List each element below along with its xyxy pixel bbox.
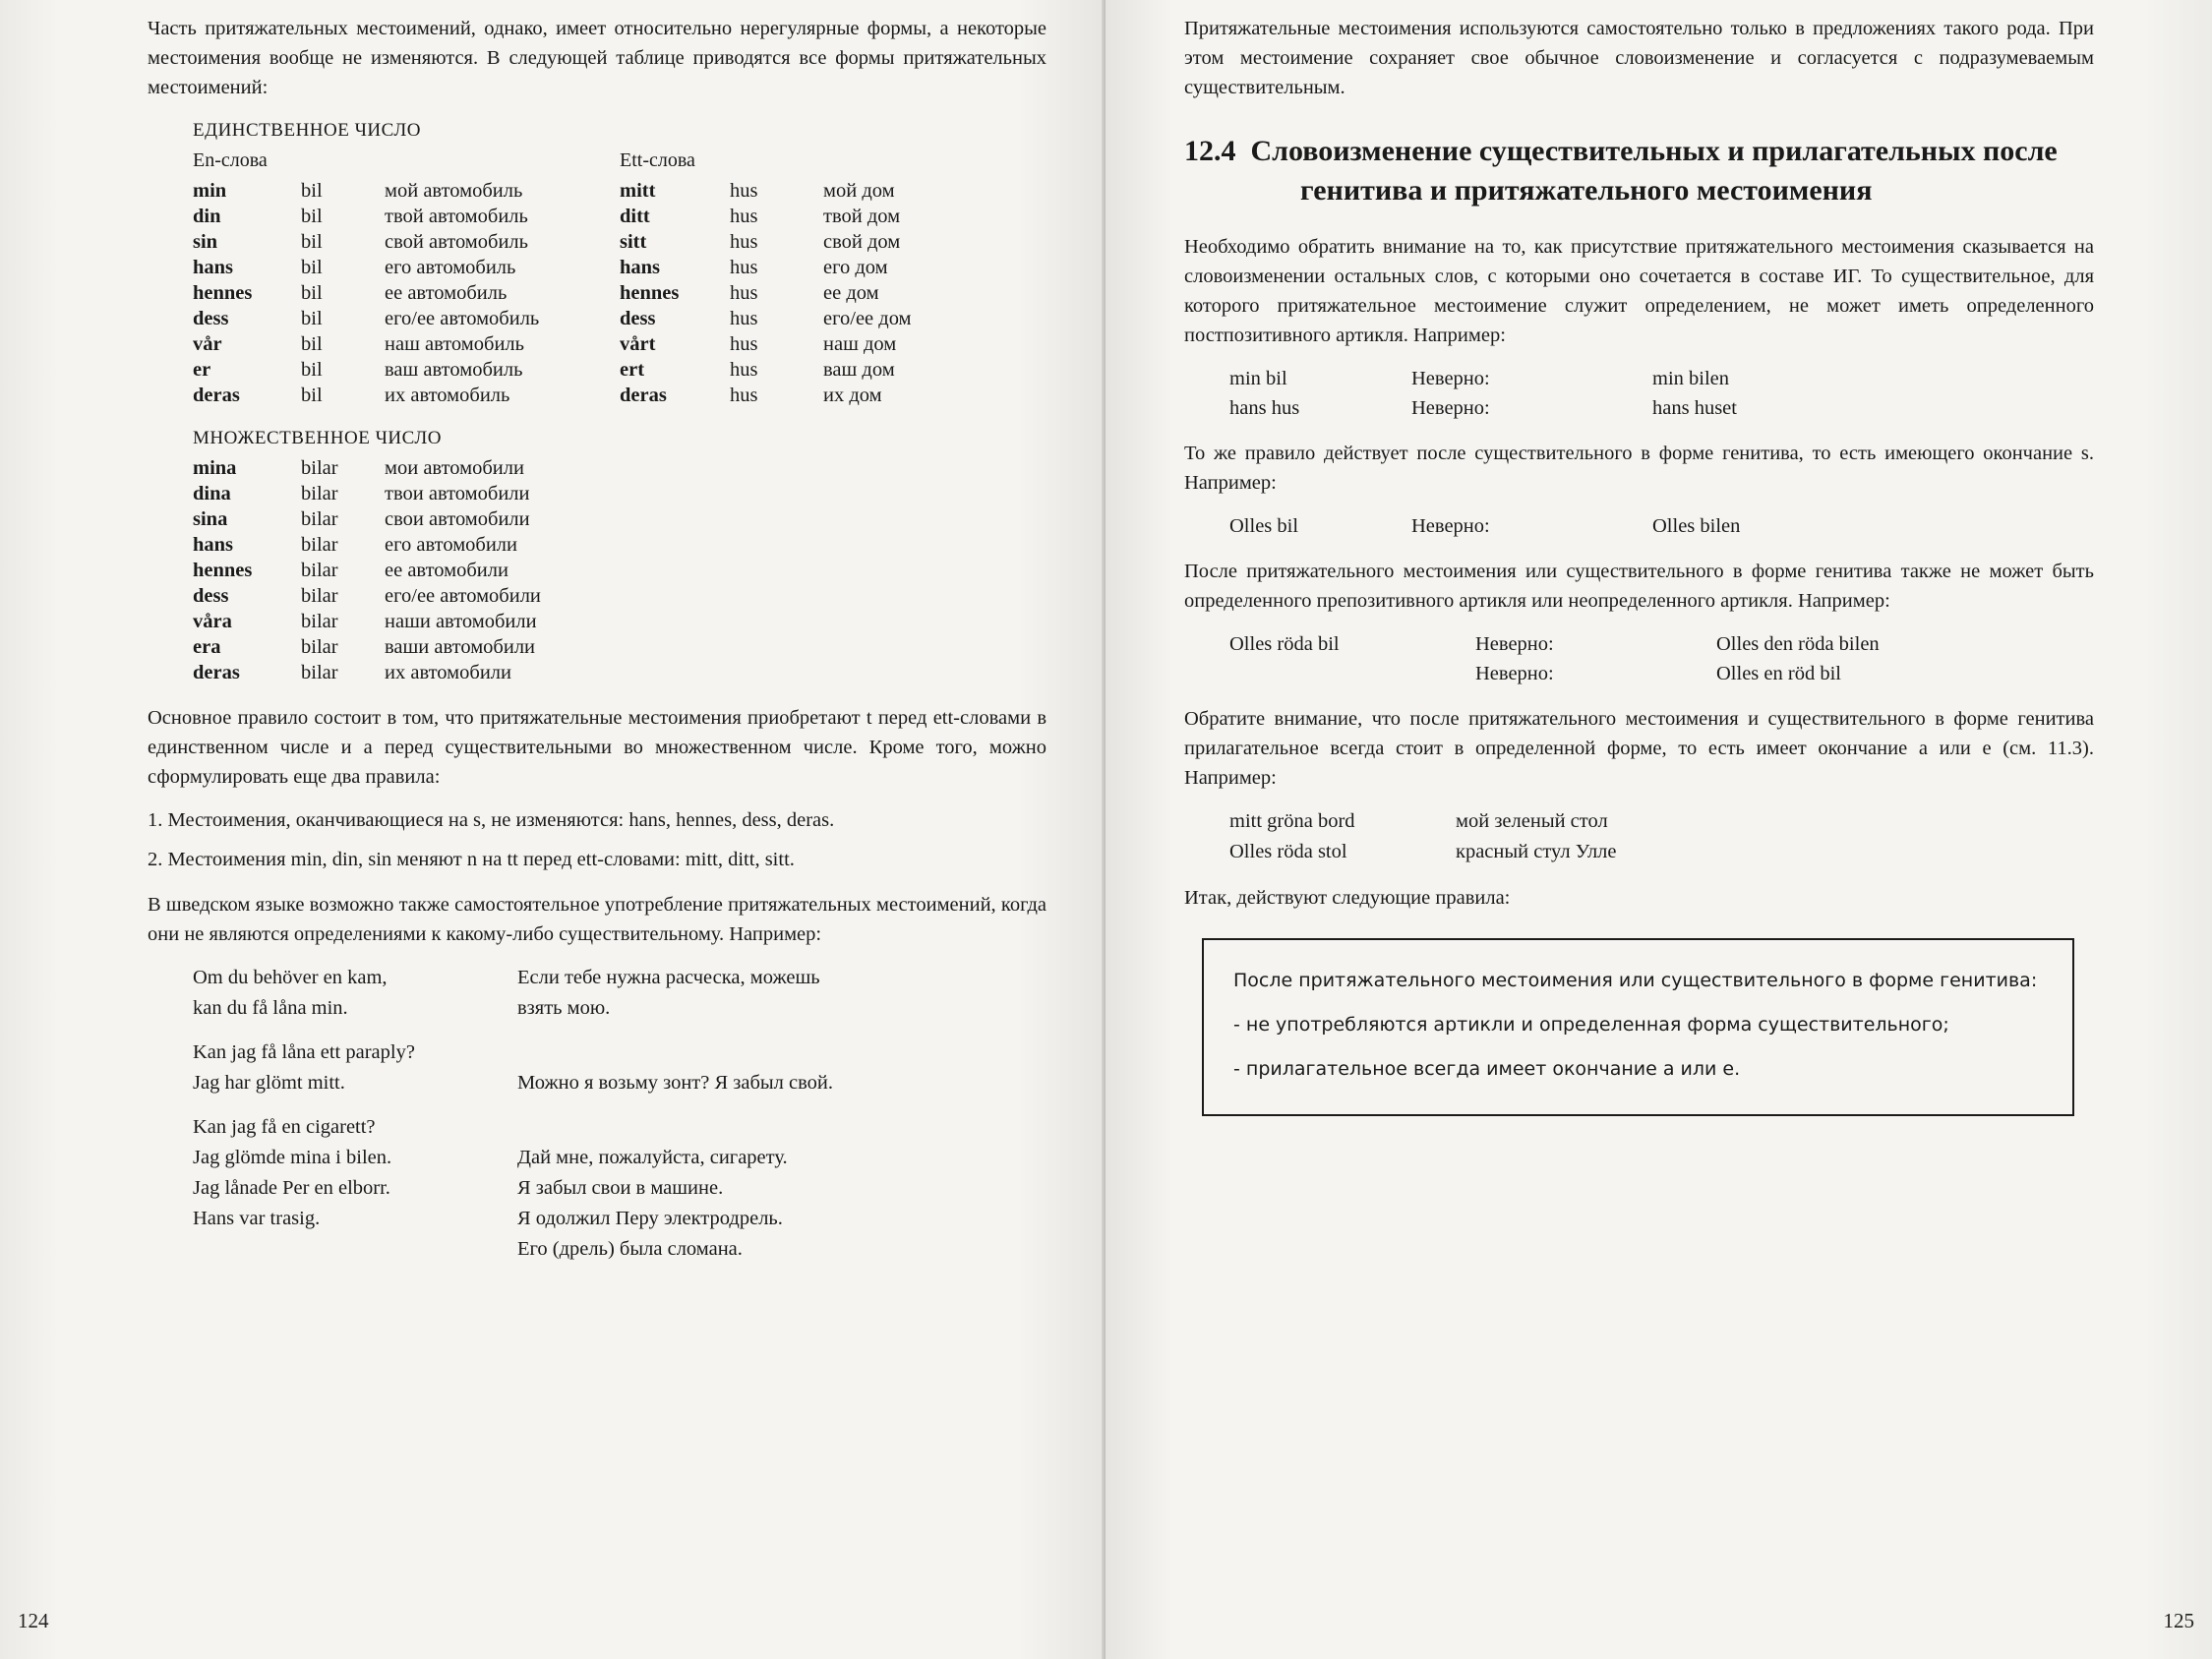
pronoun: hans (193, 256, 234, 278)
pronoun: sitt (620, 230, 647, 253)
noun: bilar (301, 584, 338, 607)
examples-block-4 (1184, 806, 2094, 867)
summary-rule-box (1202, 938, 2074, 1116)
translation: его автомобиль (385, 256, 516, 278)
noun: bil (301, 332, 323, 355)
pronoun: hennes (193, 281, 253, 304)
noun: hus (730, 230, 758, 253)
main-rule-paragraph: Основное правило состоит в том, что притяжательные местоимения приобретают t перед ett-словами в единственном числе и a перед существительными во множественном числе. Кроме того, можно сформулировать еще два правила: (148, 707, 1046, 788)
noun: hus (730, 332, 758, 355)
table-row (193, 204, 539, 229)
noun: bilar (301, 559, 338, 581)
pronoun: er (193, 358, 211, 381)
noun: bil (301, 179, 323, 202)
wrong-form: Olles bilen (1652, 515, 1741, 537)
translation: наши автомобили (385, 610, 537, 632)
table-row (620, 204, 912, 229)
en-words-table (193, 178, 539, 408)
en-words-block (193, 149, 620, 408)
singular-tables (193, 149, 1046, 408)
wrong-label: Неверно: (1411, 515, 1490, 537)
paragraph-5: Итак, действуют следующие правила: (1184, 887, 1511, 909)
noun: hus (730, 205, 758, 227)
pronoun: deras (193, 661, 240, 683)
table-row (620, 178, 912, 204)
translation: их дом (823, 384, 882, 406)
table-row (193, 357, 539, 383)
example-russian: Дай мне, пожалуйста, сигарету. (517, 1147, 788, 1168)
translation: мой автомобиль (385, 179, 523, 202)
noun: bilar (301, 507, 338, 530)
table-row (193, 558, 541, 583)
translation: ваши автомобили (385, 635, 536, 658)
example-row (193, 1112, 1046, 1143)
pronoun: dess (193, 584, 229, 607)
table-row (193, 506, 541, 532)
section-title: Словоизменение существительных и прилагательных после генитива и притяжательного местоимения (1250, 135, 2058, 207)
example-swedish: Olles röda stol (1229, 841, 1347, 862)
table-row (193, 455, 541, 481)
example-swedish: Hans var trasig. (193, 1208, 321, 1229)
wrong-label: Неверно: (1411, 368, 1490, 389)
noun: bilar (301, 635, 338, 658)
wrong-label: Неверно: (1475, 633, 1554, 655)
example-row (1229, 629, 2094, 659)
correct-form: Olles bil (1229, 515, 1299, 537)
table-row (193, 634, 541, 660)
translation: твой автомобиль (385, 205, 528, 227)
example-russian: мой зеленый стол (1456, 810, 1608, 832)
right-page (1106, 0, 2212, 1659)
wrong-label: Неверно: (1475, 663, 1554, 684)
pronoun: våra (193, 610, 232, 632)
pronoun: dina (193, 482, 231, 504)
table-row (193, 609, 541, 634)
table-row (193, 383, 539, 408)
translation: ваш дом (823, 358, 895, 381)
noun: hus (730, 256, 758, 278)
example-swedish: Jag glömde mina i bilen. (193, 1147, 392, 1168)
noun: bil (301, 358, 323, 381)
right-intro-paragraph: Притяжательные местоимения используются самостоятельно только в предложениях такого рода. При этом местоимение сохраняет свое обычное словоизменение и согласуется с подразумеваемым существительным. (1184, 18, 2094, 98)
example-row (193, 993, 1046, 1024)
pronoun: din (193, 205, 221, 227)
noun: hus (730, 358, 758, 381)
table-row (193, 532, 541, 558)
translation: ее дом (823, 281, 879, 304)
translation: мой дом (823, 179, 895, 202)
en-words-heading: En-слова (193, 149, 268, 171)
example-swedish: Kan jag få låna ett paraply? (193, 1041, 415, 1063)
pronoun: ert (620, 358, 645, 381)
example-group-2 (148, 1037, 1046, 1098)
example-russian: Можно я возьму зонт? Я забыл свой. (517, 1072, 834, 1094)
noun: bil (301, 256, 323, 278)
section-number: 12.4 (1184, 135, 1236, 167)
section-heading (1184, 132, 2094, 210)
example-swedish: Jag lånade Per en elborr. (193, 1177, 390, 1199)
example-row (1229, 364, 2094, 393)
example-swedish: mitt gröna bord (1229, 810, 1355, 832)
table-row (620, 229, 912, 255)
example-swedish (193, 1234, 517, 1265)
example-swedish: Jag har glömt mitt. (193, 1072, 345, 1094)
rule-box-line-3: - прилагательное всегда имеет окончание a или e. (1233, 1058, 1741, 1080)
pronoun: deras (620, 384, 667, 406)
left-intro-paragraph: Часть притяжательных местоимений, однако, имеет относительно нерегулярные формы, а некоторые местоимения вообще не изменяются. В следующей таблице приводятся все формы притяжательных местоимений: (148, 18, 1046, 98)
table-row (193, 229, 539, 255)
correct-form: hans hus (1229, 397, 1300, 419)
table-row (193, 280, 539, 306)
table-row (620, 306, 912, 331)
wrong-label: Неверно: (1411, 397, 1490, 419)
example-row (1229, 659, 2094, 688)
wrong-form: Olles en röd bil (1716, 663, 1841, 684)
noun: hus (730, 384, 758, 406)
pronoun: deras (193, 384, 240, 406)
translation: его автомобили (385, 533, 518, 556)
paragraph-2: То же правило действует после существительного в форме генитива, то есть имеющего окончание s. Например: (1184, 443, 2094, 494)
translation: ее автомобили (385, 559, 508, 581)
example-russian (517, 1037, 930, 1068)
pronoun: sina (193, 507, 228, 530)
example-swedish: Kan jag få en cigarett? (193, 1116, 376, 1138)
pronoun: dess (620, 307, 656, 329)
table-row (620, 357, 912, 383)
noun: bilar (301, 533, 338, 556)
plural-heading: МНОЖЕСТВЕННОЕ ЧИСЛО (193, 428, 442, 448)
pronoun: min (193, 179, 227, 202)
translation: свои автомобили (385, 507, 530, 530)
noun: bilar (301, 482, 338, 504)
wrong-form: Olles den röda bilen (1716, 633, 1880, 655)
table-row (620, 255, 912, 280)
example-russian (517, 1112, 930, 1143)
plural-table (193, 455, 541, 685)
translation: твой дом (823, 205, 901, 227)
pronoun: vår (193, 332, 222, 355)
rule-item-1: 1. Местоимения, оканчивающиеся на s, не изменяются: hans, hennes, dess, deras. (148, 809, 835, 831)
example-russian: Я забыл свои в машине. (517, 1177, 724, 1199)
noun: bilar (301, 661, 338, 683)
correct-form: min bil (1229, 368, 1287, 389)
translation: его/ее дом (823, 307, 912, 329)
correct-form: Olles röda bil (1229, 633, 1340, 655)
wrong-form: hans huset (1652, 397, 1737, 419)
noun: bilar (301, 456, 338, 479)
pronoun: mitt (620, 179, 656, 202)
independent-use-paragraph: В шведском языке возможно также самостоятельное употребление притяжательных местоимений, когда они не являются определениями к какому-либо существительному. Например: (148, 894, 1046, 945)
example-row (1229, 806, 2094, 837)
table-row (193, 660, 541, 685)
table-row (193, 306, 539, 331)
page-number-right: 125 (2163, 1609, 2194, 1632)
ett-words-table (620, 178, 912, 408)
example-russian: Если тебе нужна расческа, можешь (517, 967, 820, 988)
example-row (193, 1143, 1046, 1173)
noun: bil (301, 205, 323, 227)
singular-heading: ЕДИНСТВЕННОЕ ЧИСЛО (193, 120, 421, 141)
table-row (193, 583, 541, 609)
paragraph-1: Необходимо обратить внимание на то, как присутствие притяжательного местоимения сказывается на словоизменении остальных слов, с которыми оно сочетается в составе ИГ. То существительное, для которого притяжательное местоимение служит определением, не может иметь определенного постпозитивного артикля. Например: (1184, 236, 2094, 346)
translation: их автомобиль (385, 384, 510, 406)
example-row (193, 1068, 1046, 1098)
example-swedish: Om du behöver en kam, (193, 967, 388, 988)
pronoun: hennes (620, 281, 680, 304)
translation: наш автомобиль (385, 332, 524, 355)
correct-form (1229, 659, 1475, 688)
paragraph-4: Обратите внимание, что после притяжательного местоимения и существительного в форме генитива прилагательное всегда стоит в определенной форме, то есть имеет окончание a или e (см. 11.3). Например: (1184, 708, 2094, 789)
example-row (1229, 393, 2094, 423)
examples-block-3 (1184, 629, 2094, 688)
example-group-3 (148, 1112, 1046, 1265)
example-russian: красный стул Улле (1456, 841, 1617, 862)
rule-item-2: 2. Местоимения min, din, sin меняют n на tt перед ett-словами: mitt, ditt, sitt. (148, 849, 795, 870)
rule-box-line-1: После притяжательного местоимения или существительного в форме генитива: (1233, 970, 2038, 991)
translation: свой дом (823, 230, 901, 253)
table-row (620, 383, 912, 408)
example-row (1229, 837, 2094, 867)
example-russian: Его (дрель) была сломана. (517, 1238, 743, 1260)
translation: его/ее автомобиль (385, 307, 540, 329)
example-russian: Я одолжил Перу электродрель. (517, 1208, 783, 1229)
paragraph-3: После притяжательного местоимения или существительного в форме генитива также не может быть определенного препозитивного артикля или неопределенного артикля. Например: (1184, 561, 2094, 612)
noun: hus (730, 307, 758, 329)
noun: hus (730, 179, 758, 202)
noun: bil (301, 384, 323, 406)
pronoun: hans (193, 533, 234, 556)
translation: ее автомобиль (385, 281, 508, 304)
translation: ваш автомобиль (385, 358, 523, 381)
pronoun: hennes (193, 559, 253, 581)
pronoun: ditt (620, 205, 650, 227)
pronoun: mina (193, 456, 237, 479)
noun: bil (301, 281, 323, 304)
pronoun: dess (193, 307, 229, 329)
examples-block-2 (1184, 511, 2094, 541)
table-row (193, 331, 539, 357)
noun: bil (301, 307, 323, 329)
table-row (620, 331, 912, 357)
page-number-left: 124 (18, 1609, 49, 1632)
pronoun: era (193, 635, 221, 658)
example-row (193, 1037, 1046, 1068)
translation: его дом (823, 256, 888, 278)
table-row (193, 178, 539, 204)
translation: свой автомобиль (385, 230, 529, 253)
pronoun: hans (620, 256, 661, 278)
pronoun: sin (193, 230, 218, 253)
translation: их автомобили (385, 661, 511, 683)
example-swedish: kan du få låna min. (193, 997, 348, 1019)
table-row (193, 255, 539, 280)
translation: его/ее автомобили (385, 584, 541, 607)
noun: hus (730, 281, 758, 304)
example-row (1229, 511, 2094, 541)
translation: твои автомобили (385, 482, 530, 504)
pronoun: vårt (620, 332, 656, 355)
example-group-1 (148, 963, 1046, 1024)
example-russian: взять мою. (517, 997, 611, 1019)
examples-block-1 (1184, 364, 2094, 423)
ett-words-block (620, 149, 1046, 408)
example-row (193, 1234, 1046, 1265)
noun: bilar (301, 610, 338, 632)
translation: мои автомобили (385, 456, 524, 479)
table-row (193, 481, 541, 506)
noun: bil (301, 230, 323, 253)
wrong-form: min bilen (1652, 368, 1730, 389)
example-row (193, 1173, 1046, 1204)
table-row (620, 280, 912, 306)
translation: наш дом (823, 332, 897, 355)
rule-box-line-2: - не употребляются артикли и определенная форма существительного; (1233, 1014, 1949, 1036)
example-row (193, 963, 1046, 993)
example-row (193, 1204, 1046, 1234)
ett-words-heading: Ett-слова (620, 149, 695, 171)
